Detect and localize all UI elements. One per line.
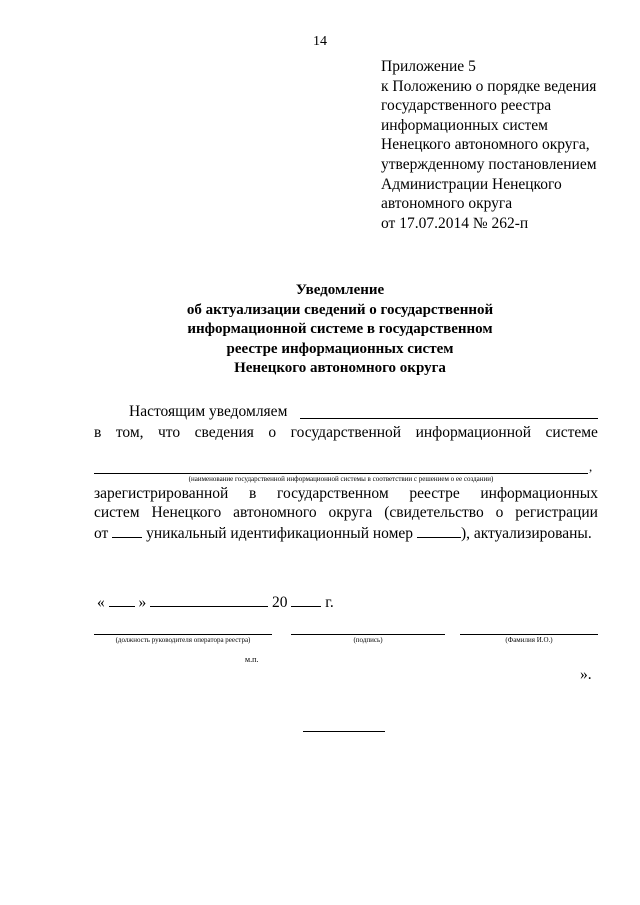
annex-line: Приложение 5 — [381, 58, 476, 75]
word: реестре — [409, 485, 460, 502]
word: сведения — [194, 424, 254, 441]
title-line: информационной системе в государственном — [187, 321, 493, 337]
word: государственной — [290, 424, 402, 441]
year-prefix: 20 — [272, 594, 288, 611]
name-caption: (Фамилия И.О.) — [505, 636, 553, 644]
word: что — [158, 424, 181, 441]
word: информационных — [480, 485, 598, 502]
annex-block — [381, 57, 597, 233]
word: округа — [328, 504, 373, 521]
word: регистрации — [515, 504, 598, 521]
word: автономного — [233, 504, 317, 521]
title-line: Уведомление — [295, 282, 385, 298]
annex-line: к Положению о порядке ведения — [381, 77, 597, 95]
word: о — [268, 424, 277, 441]
word: том, — [115, 424, 144, 441]
month-field[interactable] — [150, 592, 268, 607]
word: информационной — [415, 424, 532, 441]
title-line: об актуализации сведений о государственной — [186, 301, 494, 318]
day-field[interactable] — [109, 592, 135, 607]
year-suffix: г. — [325, 594, 334, 611]
body-line-3 — [94, 485, 598, 503]
certificate-date-field[interactable] — [112, 523, 142, 538]
notify-label: Настоящим уведомляем — [129, 403, 288, 420]
position-field[interactable] — [94, 634, 272, 635]
word: в — [248, 485, 257, 502]
word: в — [94, 424, 102, 441]
word: государственном — [276, 485, 389, 502]
annex-line: автономного округа — [381, 195, 513, 213]
word: (свидетельство — [384, 504, 484, 521]
annex-line: информационных систем — [381, 116, 548, 134]
close-quote: » — [138, 594, 147, 611]
word: ), актуализированы. — [460, 525, 592, 542]
identifier-field[interactable] — [417, 523, 461, 538]
word: уникальный идентификационный номер — [146, 525, 414, 542]
word: о — [495, 504, 504, 521]
name-field[interactable] — [460, 634, 598, 635]
footer-separator — [303, 731, 385, 732]
signature-field[interactable] — [291, 634, 445, 635]
word: от — [94, 525, 109, 542]
annex-line: Ненецкого автономного округа, — [381, 136, 590, 154]
body-line-5 — [94, 523, 592, 543]
page-number: 14 — [313, 34, 327, 49]
annex-line: от 17.07.2014 № 262-п — [381, 214, 529, 232]
word: системе — [545, 424, 598, 441]
addressee-field[interactable] — [300, 418, 598, 419]
signature-caption: (подпись) — [353, 636, 383, 644]
date-row — [97, 592, 334, 612]
body-line-2 — [94, 424, 598, 442]
title-line: Ненецкого автономного округа — [234, 360, 446, 376]
annex-line: государственного реестра — [381, 97, 552, 115]
seal-mark: м.п. — [245, 655, 259, 664]
year-field[interactable] — [291, 592, 321, 607]
system-name-caption: (наименование государственной информационной системы в соответствии с решением о ее создании) — [188, 475, 494, 483]
closing-quote: ». — [580, 666, 592, 683]
body-line-4 — [94, 504, 598, 522]
position-caption: (должность руководителя оператора реестра) — [115, 636, 251, 644]
word: систем — [94, 504, 140, 521]
word: Ненецкого — [151, 504, 222, 521]
document-title — [120, 281, 560, 379]
word: зарегистрированной — [94, 485, 229, 502]
annex-line: Администрации Ненецкого — [381, 175, 562, 193]
title-line: реестре информационных систем — [226, 340, 454, 357]
comma: , — [589, 459, 593, 474]
annex-line: утвержденному постановлением — [381, 155, 597, 173]
system-name-field[interactable] — [94, 473, 588, 474]
open-quote: « — [97, 594, 105, 611]
